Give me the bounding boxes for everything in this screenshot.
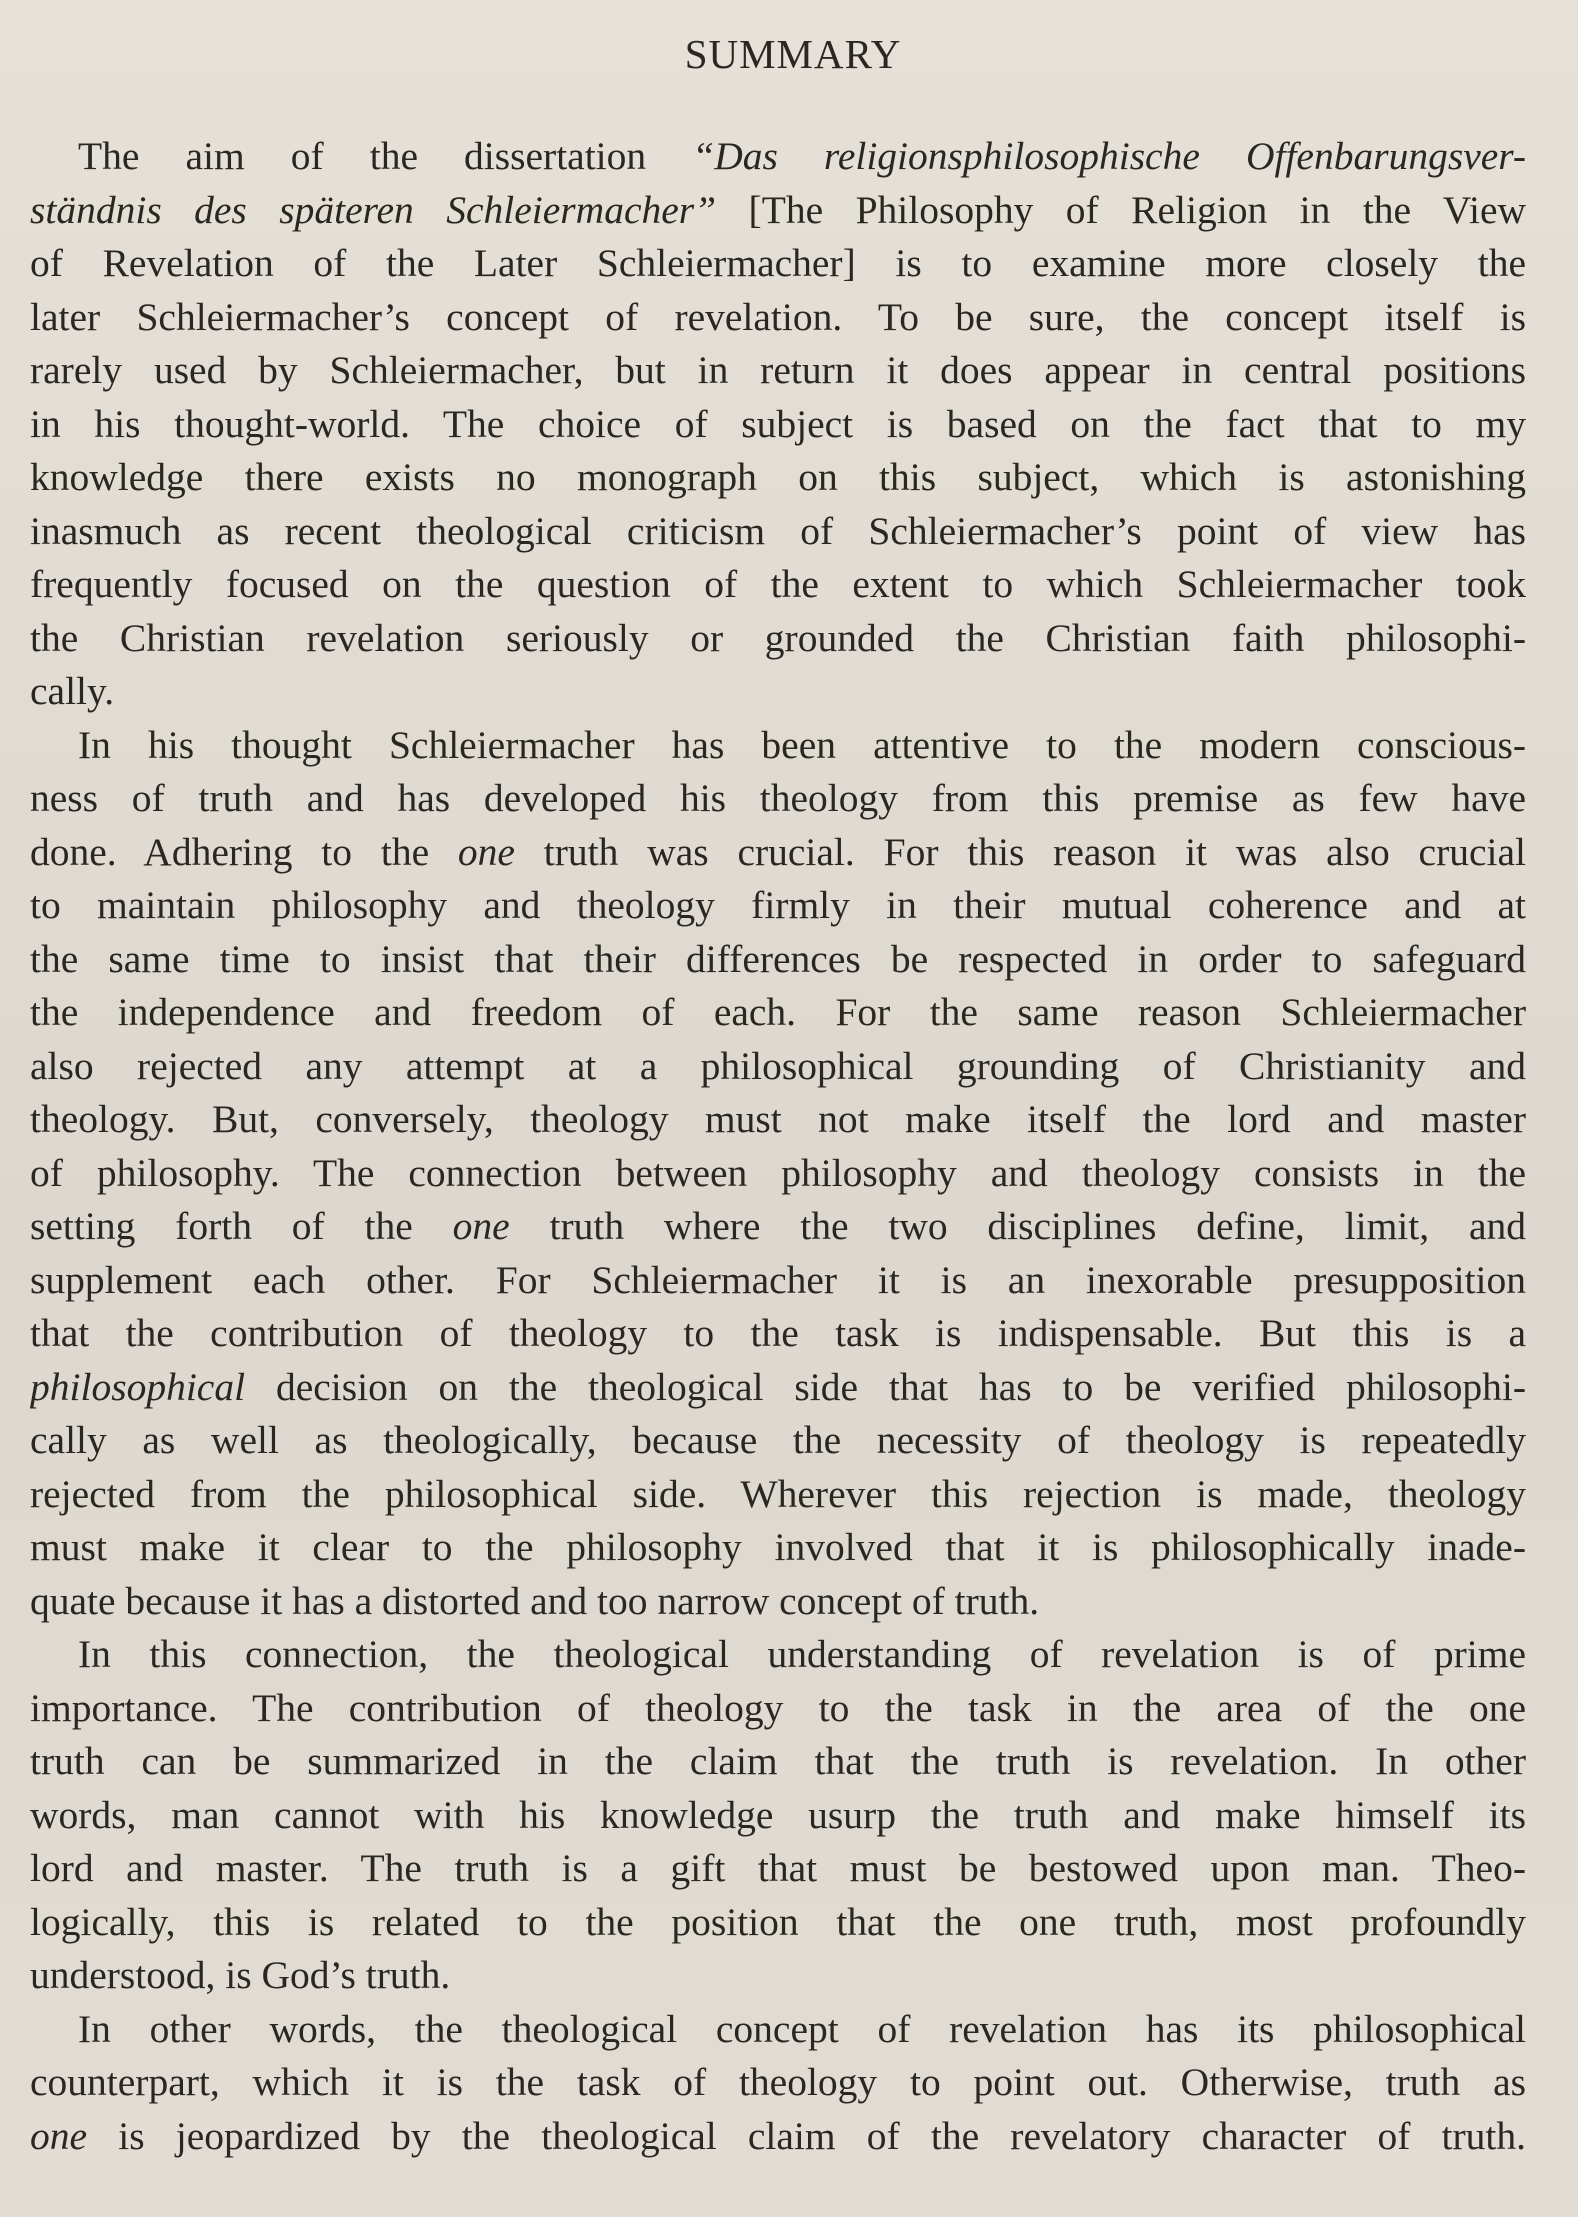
paragraph-3	[30, 1628, 1526, 2003]
text-line: ness of truth and has developed his theology from this premise as few have	[30, 776, 1526, 820]
text-line: In his thought Schleiermacher has been attentive to the modern conscious-	[78, 722, 1526, 767]
text-line: in his thought-world. The choice of subject is based on the fact that to my	[30, 401, 1526, 446]
text-line: cally as well as theologically, because the necessity of theology is repeatedly	[30, 1418, 1526, 1462]
text-line: knowledge there exists no monograph on this subject, which is astonishing	[30, 455, 1526, 499]
text-line: truth can be summarized in the claim that the truth is revelation. In other	[30, 1739, 1526, 1783]
text-line: of Revelation of the Later Schleiermacher] is to examine more closely the	[30, 241, 1526, 285]
text-line: The aim of the dissertation “Das religionsphilosophische Offenbarungsver-	[78, 134, 1526, 178]
text-line: philosophical decision on the theological side that has to be verified philosophi-	[30, 1364, 1526, 1409]
text-line: frequently focused on the question of the extent to which Schleiermacher took	[30, 562, 1526, 606]
paragraph-4	[30, 2003, 1526, 2164]
text-line: that the contribution of theology to the task is indispensable. But this is a	[30, 1311, 1526, 1355]
text-line: the same time to insist that their differences be respected in order to safeguard	[30, 936, 1526, 981]
text-line: of philosophy. The connection between philosophy and theology consists in the	[30, 1150, 1526, 1195]
text-line: also rejected any attempt at a philosophical grounding of Christianity and	[30, 1043, 1526, 1088]
text-line: must make it clear to the philosophy involved that it is philosophically inade-	[30, 1525, 1526, 1569]
page-heading: SUMMARY	[684, 31, 902, 77]
text-line: cally.	[30, 669, 115, 713]
text-line: counterpart, which it is the task of theology to point out. Otherwise, truth as	[30, 2060, 1526, 2104]
text-line: the Christian revelation seriously or grounded the Christian faith philosophi-	[30, 615, 1526, 660]
text-line: words, man cannot with his knowledge usurp the truth and make himself its	[30, 1792, 1526, 1837]
text-line: rarely used by Schleiermacher, but in return it does appear in central positions	[30, 348, 1526, 392]
text-line: to maintain philosophy and theology firmly in their mutual coherence and at	[30, 883, 1526, 927]
text-line: supplement each other. For Schleiermacher it is an inexorable presupposition	[30, 1257, 1526, 1302]
text-line: logically, this is related to the position that the one truth, most profoundly	[30, 1899, 1526, 1944]
text-line: done. Adhering to the one truth was crucial. For this reason it was also crucial	[30, 829, 1526, 874]
text-line: In this connection, the theological understanding of revelation is of prime	[78, 1632, 1526, 1676]
text-line: setting forth of the one truth where the two disciplines define, limit, and	[30, 1204, 1526, 1248]
text-line: lord and master. The truth is a gift that must be bestowed upon man. Theo-	[30, 1846, 1526, 1890]
paragraph-2	[30, 719, 1526, 1629]
text-line: understood, is God’s truth.	[30, 1953, 451, 1997]
text-line: importance. The contribution of theology to the task in the area of the one	[30, 1685, 1526, 1730]
text-line: ständnis des späteren Schleiermacher” [The Philosophy of Religion in the View	[30, 187, 1526, 232]
text-line: theology. But, conversely, theology must not make itself the lord and master	[30, 1097, 1526, 1141]
text-line: the independence and freedom of each. For the same reason Schleiermacher	[30, 990, 1526, 1034]
text-line: one is jeopardized by the theological claim of the revelatory character of truth.	[30, 2113, 1526, 2158]
text-line: rejected from the philosophical side. Wherever this rejection is made, theology	[30, 1471, 1526, 1516]
text-line: quate because it has a distorted and too narrow concept of truth.	[30, 1578, 1040, 1623]
text-line: later Schleiermacher’s concept of revelation. To be sure, the concept itself is	[30, 294, 1526, 339]
text-line: In other words, the theological concept of revelation has its philosophical	[78, 2006, 1526, 2051]
text-line: inasmuch as recent theological criticism of Schleiermacher’s point of view has	[30, 508, 1526, 553]
paragraph-1	[30, 130, 1526, 719]
